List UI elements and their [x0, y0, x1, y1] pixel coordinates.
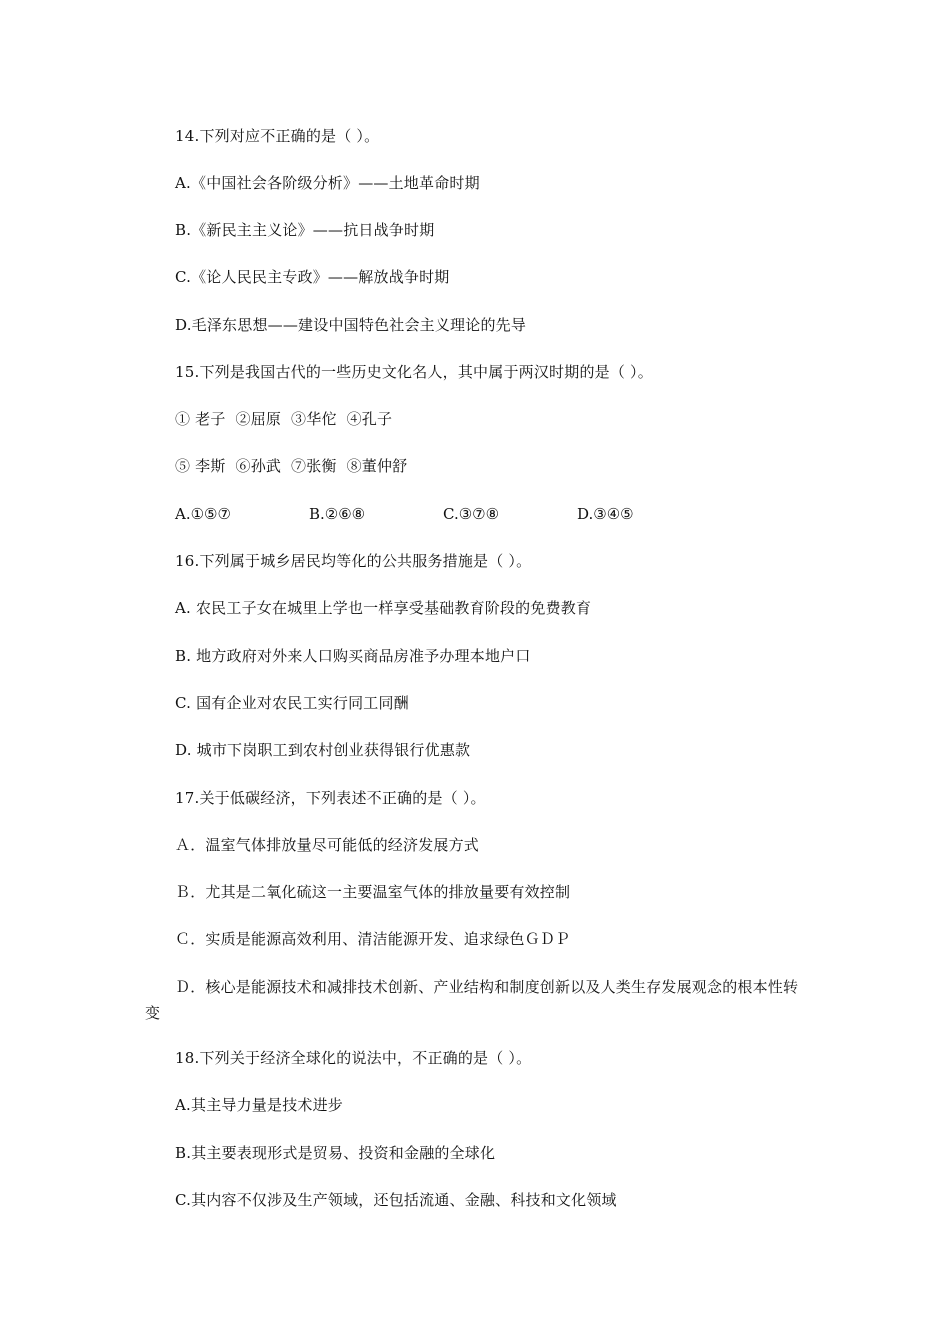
q15-list-2: ⑤ 李斯 ⑥孙武 ⑦张衡 ⑧董仲舒 — [175, 457, 408, 475]
q15-option-c: C.③⑦⑧ — [443, 505, 500, 523]
q15-option-d: D.③④⑤ — [577, 505, 634, 523]
q15-option-a: A.①⑤⑦ — [175, 505, 231, 523]
q18-stem: 18.下列关于经济全球化的说法中，不正确的是（ ）。 — [175, 1049, 532, 1067]
q16-stem: 16.下列属于城乡居民均等化的公共服务措施是（ ）。 — [175, 552, 532, 570]
q15-list-1: ① 老子 ②屈原 ③华佗 ④孔子 — [175, 410, 393, 428]
q16-option-c: C. 国有企业对农民工实行同工同酬 — [175, 694, 409, 712]
q15-stem: 15.下列是我国古代的一些历史文化名人，其中属于两汉时期的是（ ）。 — [175, 363, 653, 381]
q14-option-b: B.《新民主主义论》——抗日战争时期 — [175, 221, 435, 239]
q17-stem: 17.关于低碳经济，下列表述不正确的是（ ）。 — [175, 789, 486, 807]
q14-option-d: D.毛泽东思想——建设中国特色社会主义理论的先导 — [175, 316, 527, 334]
q16-option-a: A. 农民工子女在城里上学也一样享受基础教育阶段的免费教育 — [175, 599, 592, 617]
q17-option-b: Ｂ．尤其是二氧化硫这一主要温室气体的排放量要有效控制 — [175, 883, 571, 901]
q18-option-c: C.其内容不仅涉及生产领域，还包括流通、金融、科技和文化领域 — [175, 1191, 617, 1209]
q14-option-a: A.《中国社会各阶级分析》——土地革命时期 — [175, 174, 480, 192]
q17-option-a: Ａ．温室气体排放量尽可能低的经济发展方式 — [175, 836, 480, 854]
q17-option-d: Ｄ．核心是能源技术和减排技术创新、产业结构和制度创新以及人类生存发展观念的根本性转变 — [145, 978, 799, 1022]
q17-option-c: Ｃ．实质是能源高效利用、清洁能源开发、追求绿色ＧＤＰ — [175, 930, 571, 948]
q14-option-c: C.《论人民民主专政》——解放战争时期 — [175, 268, 450, 286]
q16-option-b: B. 地方政府对外来人口购买商品房准予办理本地户口 — [175, 647, 531, 665]
q15-option-b: B.②⑥⑧ — [309, 505, 366, 523]
q16-option-d: D. 城市下岗职工到农村创业获得银行优惠款 — [175, 741, 471, 759]
q14-stem: 14.下列对应不正确的是（ ）。 — [175, 127, 380, 145]
q18-option-a: A.其主导力量是技术进步 — [175, 1096, 344, 1114]
q18-option-b: B.其主要表现形式是贸易、投资和金融的全球化 — [175, 1144, 496, 1162]
q15-options — [175, 503, 711, 525]
